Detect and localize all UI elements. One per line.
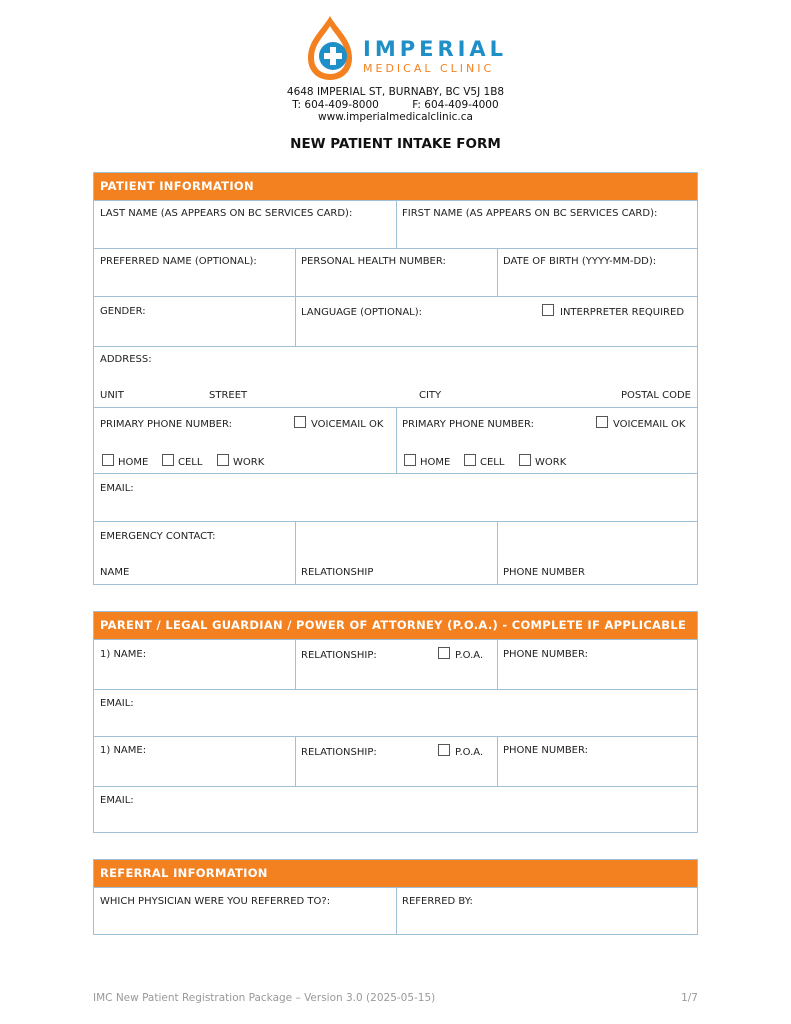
cell-label: CELL bbox=[178, 457, 203, 468]
work-label: WORK bbox=[233, 457, 265, 468]
preferred-name-field[interactable]: PREFERRED NAME (OPTIONAL): bbox=[100, 256, 257, 267]
guardian-relationship-field-2[interactable]: RELATIONSHIP: bbox=[301, 747, 377, 758]
guardian-email-field-2[interactable]: EMAIL: bbox=[100, 795, 134, 806]
emergency-name-label: NAME bbox=[100, 567, 130, 578]
work-checkbox[interactable] bbox=[217, 454, 229, 466]
section-header-guardian: PARENT / LEGAL GUARDIAN / POWER OF ATTORNEY (P.O.A.) - COMPLETE IF APPLICABLE bbox=[94, 612, 697, 639]
guardian-phone-field-2[interactable]: PHONE NUMBER: bbox=[503, 745, 589, 756]
logo-subtitle: MEDICAL CLINIC bbox=[363, 62, 495, 75]
voicemail-checkbox-2[interactable] bbox=[596, 416, 608, 428]
language-field[interactable]: LANGUAGE (OPTIONAL): bbox=[301, 307, 422, 318]
guardian-relationship-field[interactable]: RELATIONSHIP: bbox=[301, 650, 377, 661]
address-field[interactable]: ADDRESS: bbox=[100, 354, 152, 365]
poa-label-2: P.O.A. bbox=[455, 747, 484, 758]
voicemail-checkbox[interactable] bbox=[294, 416, 306, 428]
patient-information-section bbox=[93, 172, 698, 585]
work-label-2: WORK bbox=[535, 457, 567, 468]
poa-label: P.O.A. bbox=[455, 650, 484, 661]
first-name-field[interactable]: FIRST NAME (AS APPEARS ON BC SERVICES CARD): bbox=[402, 208, 658, 219]
voicemail-label: VOICEMAIL OK bbox=[311, 419, 384, 430]
form-title: NEW PATIENT INTAKE FORM bbox=[290, 136, 501, 152]
poa-checkbox[interactable] bbox=[438, 647, 450, 659]
referred-physician-field[interactable]: WHICH PHYSICIAN WERE YOU REFERRED TO?: bbox=[100, 896, 331, 907]
last-name-field[interactable]: LAST NAME (AS APPEARS ON BC SERVICES CARD): bbox=[100, 208, 353, 219]
logo-wordmark: IMPERIAL bbox=[363, 37, 508, 61]
voicemail-label-2: VOICEMAIL OK bbox=[613, 419, 686, 430]
cell-label-2: CELL bbox=[480, 457, 505, 468]
emergency-phone-label: PHONE NUMBER bbox=[503, 567, 585, 578]
clinic-website: www.imperialmedicalclinic.ca bbox=[318, 111, 473, 123]
clinic-logo bbox=[300, 14, 508, 84]
email-field[interactable]: EMAIL: bbox=[100, 483, 134, 494]
medical-cross-drop-icon bbox=[300, 14, 360, 84]
gender-field[interactable]: GENDER: bbox=[100, 306, 146, 317]
work-checkbox-2[interactable] bbox=[519, 454, 531, 466]
guardian-name-field-2[interactable]: 1) NAME: bbox=[100, 745, 147, 756]
emergency-contact-field[interactable]: EMERGENCY CONTACT: bbox=[100, 531, 216, 542]
footer-version: IMC New Patient Registration Package – Version 3.0 (2025-05-15) bbox=[93, 992, 436, 1004]
emergency-relationship-label: RELATIONSHIP bbox=[301, 567, 374, 578]
guardian-name-field[interactable]: 1) NAME: bbox=[100, 649, 147, 660]
interpreter-checkbox[interactable] bbox=[542, 304, 554, 316]
home-checkbox[interactable] bbox=[102, 454, 114, 466]
date-of-birth-field[interactable]: DATE OF BIRTH (YYYY-MM-DD): bbox=[503, 256, 657, 267]
guardian-email-field[interactable]: EMAIL: bbox=[100, 698, 134, 709]
street-label: STREET bbox=[209, 390, 248, 401]
clinic-address: 4648 IMPERIAL ST, BURNABY, BC V5J 1B8 bbox=[286, 86, 505, 98]
city-label: CITY bbox=[419, 390, 442, 401]
unit-label: UNIT bbox=[100, 390, 124, 401]
primary-phone-field[interactable]: PRIMARY PHONE NUMBER: bbox=[100, 419, 233, 430]
section-header-patient: PATIENT INFORMATION bbox=[94, 173, 697, 200]
clinic-phones: T: 604-409-8000 F: 604-409-4000 bbox=[292, 99, 499, 111]
home-checkbox-2[interactable] bbox=[404, 454, 416, 466]
home-label-2: HOME bbox=[420, 457, 451, 468]
health-number-field[interactable]: PERSONAL HEALTH NUMBER: bbox=[301, 256, 446, 267]
section-header-referral: REFERRAL INFORMATION bbox=[94, 860, 697, 887]
home-label: HOME bbox=[118, 457, 149, 468]
page-number: 1/7 bbox=[681, 992, 698, 1004]
postal-code-label: POSTAL CODE bbox=[620, 390, 691, 401]
referred-by-field[interactable]: REFERRED BY: bbox=[402, 896, 473, 907]
poa-checkbox-2[interactable] bbox=[438, 744, 450, 756]
interpreter-label: INTERPRETER REQUIRED bbox=[560, 307, 685, 318]
cell-checkbox[interactable] bbox=[162, 454, 174, 466]
guardian-section bbox=[93, 611, 698, 833]
secondary-phone-field[interactable]: PRIMARY PHONE NUMBER: bbox=[402, 419, 535, 430]
guardian-phone-field[interactable]: PHONE NUMBER: bbox=[503, 649, 589, 660]
cell-checkbox-2[interactable] bbox=[464, 454, 476, 466]
referral-section bbox=[93, 859, 698, 935]
